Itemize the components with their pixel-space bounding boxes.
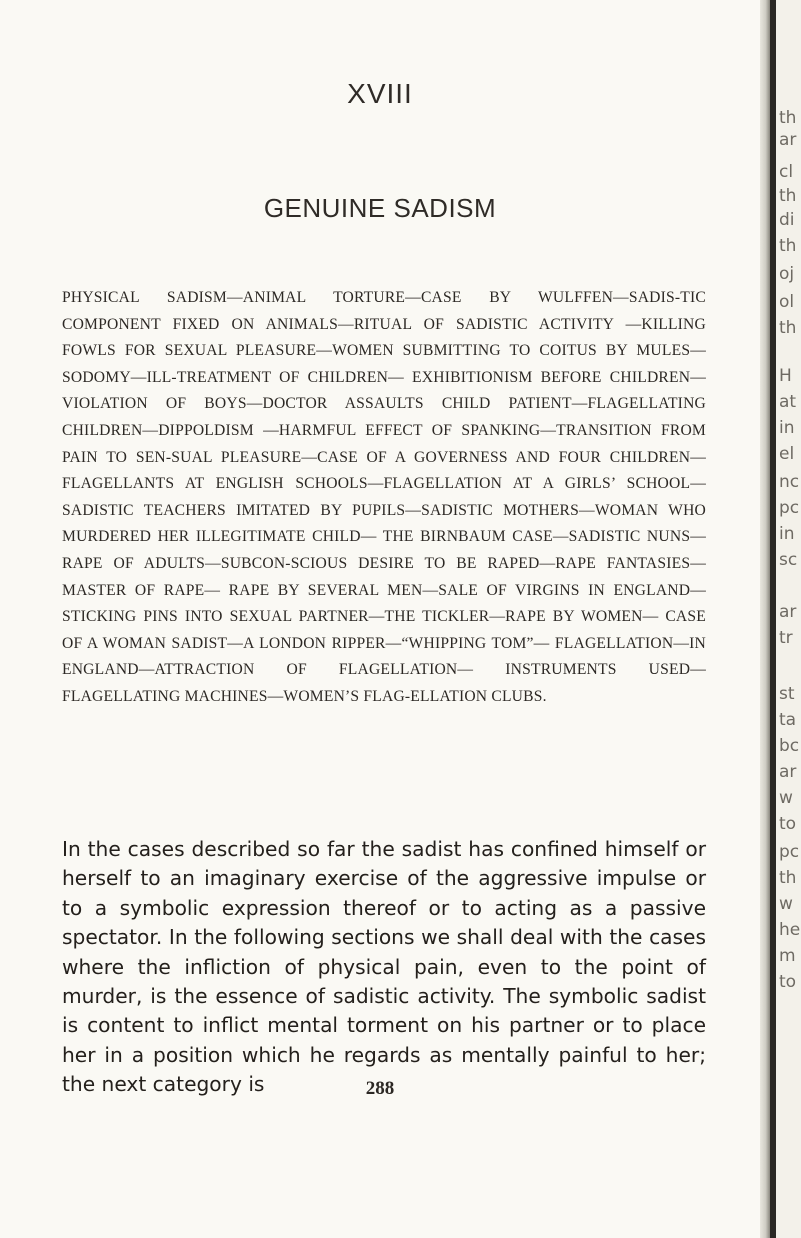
facing-page-edge [776, 0, 801, 1238]
facing-page-fragment: at [779, 392, 797, 412]
facing-page-fragment: th [779, 318, 797, 338]
facing-page-fragment: ta [779, 710, 797, 730]
body-paragraph: In the cases described so far the sadist has confined himself or herself to an imaginary exercise of the aggressive impulse or to a symbolic expression thereof or to acting as a passive spectator. In the following sections we shall deal with the cases where the infliction of physical pain, even to the point of murder, is the essence of sadistic activity. The symbolic sadist is content to inflict mental torment on his partner or to place her in a position which he regards as mentally painful to her; the next category is [62, 837, 706, 1097]
facing-page-fragment: ar [779, 130, 797, 150]
facing-page-fragment: H [779, 366, 792, 386]
facing-page-fragment: nc [779, 472, 800, 492]
facing-page-fragment: cl [779, 162, 794, 182]
facing-page-fragment: tr [779, 628, 793, 648]
facing-page-fragment: th [779, 868, 797, 888]
facing-page-fragment: ol [779, 292, 795, 312]
facing-page-fragment: th [779, 108, 797, 128]
chapter-number: XVIII [347, 78, 413, 109]
facing-page-fragment: oj [779, 264, 795, 284]
facing-page-fragment: to [779, 814, 797, 834]
facing-page-fragment: ar [779, 762, 797, 782]
page-number: 288 [365, 1078, 395, 1099]
facing-page-fragment: w [779, 788, 793, 808]
facing-page-fragment: pc [779, 498, 800, 518]
facing-page-fragment: th [779, 186, 797, 206]
facing-page-fragment: sc [779, 550, 798, 570]
facing-page-fragment: di [779, 210, 795, 230]
facing-page-fragment: pc [779, 842, 800, 862]
facing-page-fragment: th [779, 236, 797, 256]
facing-page-fragment: in [779, 418, 795, 438]
facing-page-fragment: bc [779, 736, 800, 756]
facing-page-fragment: to [779, 972, 797, 992]
facing-page-fragment: m [779, 946, 796, 966]
facing-page-fragment: el [779, 444, 795, 464]
facing-page-fragment: he [779, 920, 801, 940]
chapter-synopsis: PHYSICAL SADISM—ANIMAL TORTURE—CASE BY WULFFEN—SADIS-TIC COMPONENT FIXED ON ANIMALS—RITUAL OF SADISTIC ACTIVITY —KILLING FOWLS FOR SEXUAL PLEASURE—WOMEN SUBMITTING TO COITUS BY MULES—SODOMY—ILL-TREATMENT OF CHILDREN— EXHIBITIONISM BEFORE CHILDREN—VIOLATION OF BOYS—DOCTOR ASSAULTS CHILD PATIENT—FLAGELLATING CHILDREN—DIPPOLDISM —HARMFUL EFFECT OF SPANKING—TRANSITION FROM PAIN TO SEN-SUAL PLEASURE—CASE OF A GOVERNESS AND FOUR CHILDREN— FLAGELLANTS AT ENGLISH SCHOOLS—FLAGELLATION AT A GIRLS’ SCHOOL—SADISTIC TEACHERS IMITATED BY PUPILS—SADISTIC MOTHERS—WOMAN WHO MURDERED HER ILLEGITIMATE CHILD— THE BIRNBAUM CASE—SADISTIC NUNS—RAPE OF ADULTS—SUBCON-SCIOUS DESIRE TO BE RAPED—RAPE FANTASIES—MASTER OF RAPE— RAPE BY SEVERAL MEN—SALE OF VIRGINS IN ENGLAND—STICKING PINS INTO SEXUAL PARTNER—THE TICKLER—RAPE BY WOMEN— CASE OF A WOMAN SADIST—A LONDON RIPPER—“WHIPPING TOM”— FLAGELLATION—IN ENGLAND—ATTRACTION OF FLAGELLATION— INSTRUMENTS USED—FLAGELLATING MACHINES—WOMEN’S FLAG-ELLATION CLUBS. [62, 289, 706, 705]
facing-page-fragment: w [779, 894, 793, 914]
facing-page-fragment: st [779, 684, 795, 704]
facing-page-fragment: ar [779, 602, 797, 622]
facing-page-fragment: in [779, 524, 795, 544]
chapter-title: GENUINE SADISM [263, 193, 497, 223]
